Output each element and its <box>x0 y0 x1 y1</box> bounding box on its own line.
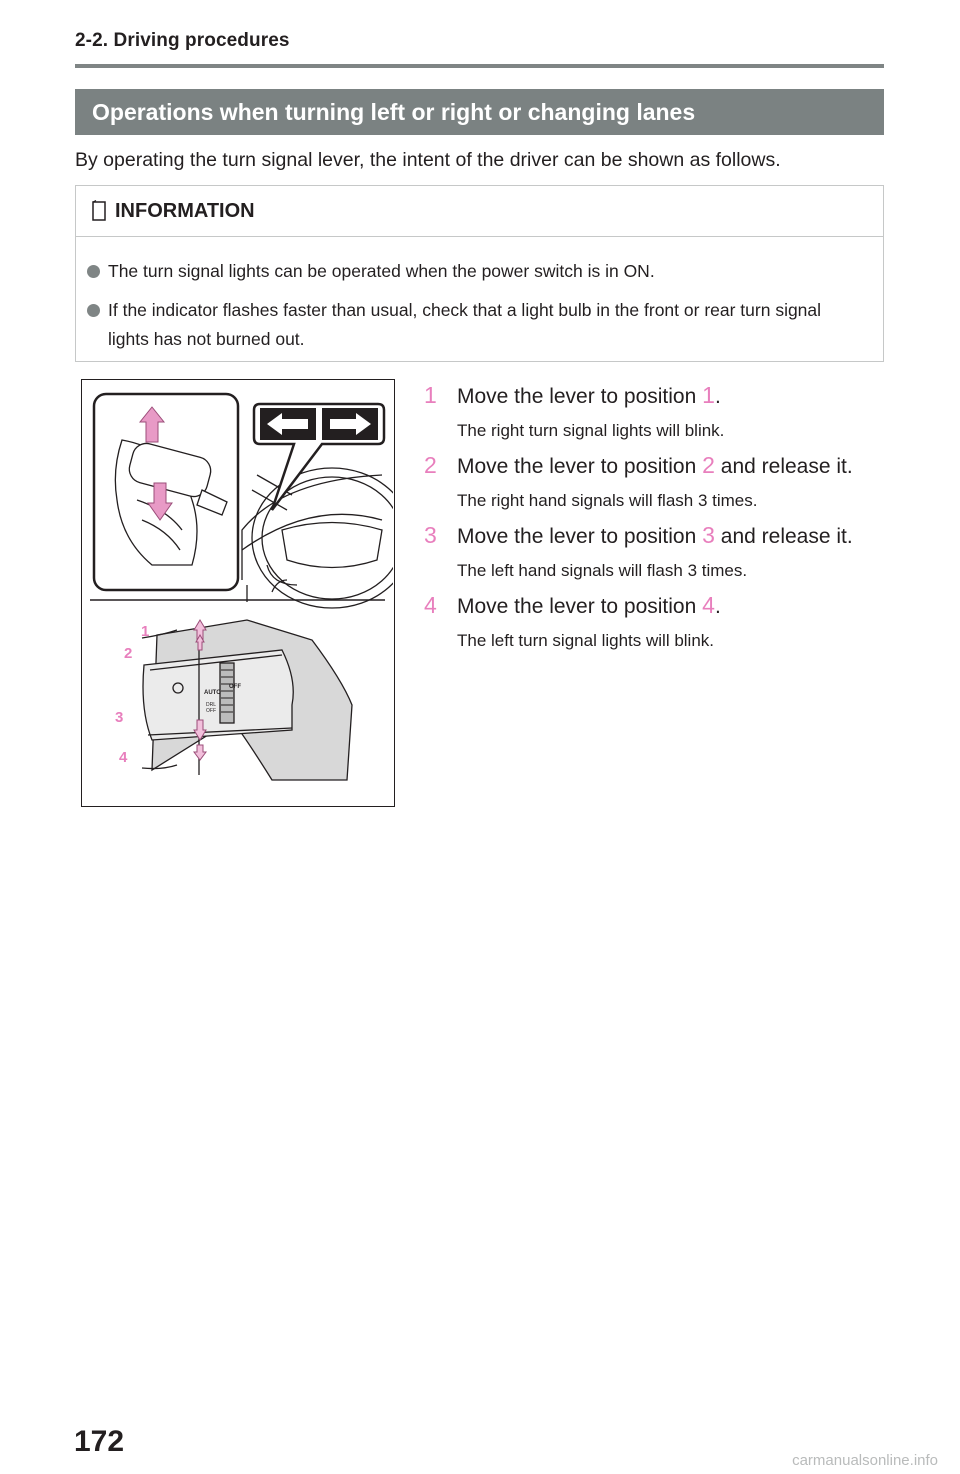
switch-label-drl-off: OFF <box>206 708 216 714</box>
turn-indicator-callout <box>254 404 384 510</box>
information-box <box>75 185 884 362</box>
switch-label-off: OFF <box>229 684 241 690</box>
steering-wheel-illustration <box>242 468 393 608</box>
intro-text: By operating the turn signal lever, the intent of the driver can be shown as follows. <box>75 149 781 171</box>
bullet-icon <box>87 265 100 278</box>
information-item <box>76 296 883 354</box>
step-number: 2 <box>424 452 437 478</box>
callout-2: 2 <box>124 645 133 662</box>
step-item <box>424 450 894 512</box>
page-number: 172 <box>74 1425 125 1458</box>
information-item <box>76 257 883 286</box>
step-text-end: and release it. <box>714 525 853 548</box>
switch-label-drl: DRL <box>206 702 217 708</box>
step-text-end: . <box>714 385 721 408</box>
information-list <box>76 257 883 354</box>
step-text: Move the lever to position <box>457 385 703 408</box>
lever-detail <box>142 620 352 780</box>
information-item-text: The turn signal lights can be operated when the power switch is in ON. <box>108 261 655 281</box>
step-position: 2 <box>702 452 715 478</box>
step-description: The left hand signals will flash 3 times. <box>457 561 748 580</box>
step-number: 3 <box>424 522 437 548</box>
steps-list <box>424 380 894 660</box>
information-item-text: If the indicator flashes faster than usual, check that a light bulb in the front or rear turn signal lights has not burned out. <box>108 300 822 349</box>
step-position: 3 <box>702 522 715 548</box>
information-title: INFORMATION <box>115 199 255 222</box>
step-text: Move the lever to position <box>457 595 703 618</box>
callout-4: 4 <box>119 749 128 766</box>
step-number: 4 <box>424 592 437 618</box>
header-rule <box>75 64 884 68</box>
callout-3: 3 <box>115 709 124 726</box>
turn-signal-figure <box>81 379 395 807</box>
step-position: 4 <box>702 592 715 618</box>
information-header <box>76 186 883 237</box>
step-text: Move the lever to position <box>457 525 703 548</box>
step-item <box>424 590 894 652</box>
bullet-icon <box>87 304 100 317</box>
step-number: 1 <box>424 382 437 408</box>
step-item <box>424 380 894 442</box>
watermark: carmanualsonline.info <box>792 1452 938 1469</box>
step-description: The left turn signal lights will blink. <box>457 631 715 650</box>
step-description: The right turn signal lights will blink. <box>457 421 725 440</box>
section-title: Operations when turning left or right or changing lanes <box>92 98 696 125</box>
section-label: 2-2. Driving procedures <box>75 30 290 51</box>
note-icon <box>91 200 107 222</box>
position-4-arrow-icon <box>194 745 206 760</box>
step-text-end: and release it. <box>714 455 853 478</box>
section-title-bar <box>75 89 884 135</box>
step-position: 1 <box>702 382 715 408</box>
switch-label-auto: AUTO <box>204 690 221 696</box>
step-item <box>424 520 894 582</box>
step-description: The right hand signals will flash 3 times. <box>457 491 758 510</box>
turn-signal-illustration <box>82 380 393 805</box>
callout-1: 1 <box>141 623 150 640</box>
step-text: Move the lever to position <box>457 455 703 478</box>
step-text-end: . <box>714 595 721 618</box>
